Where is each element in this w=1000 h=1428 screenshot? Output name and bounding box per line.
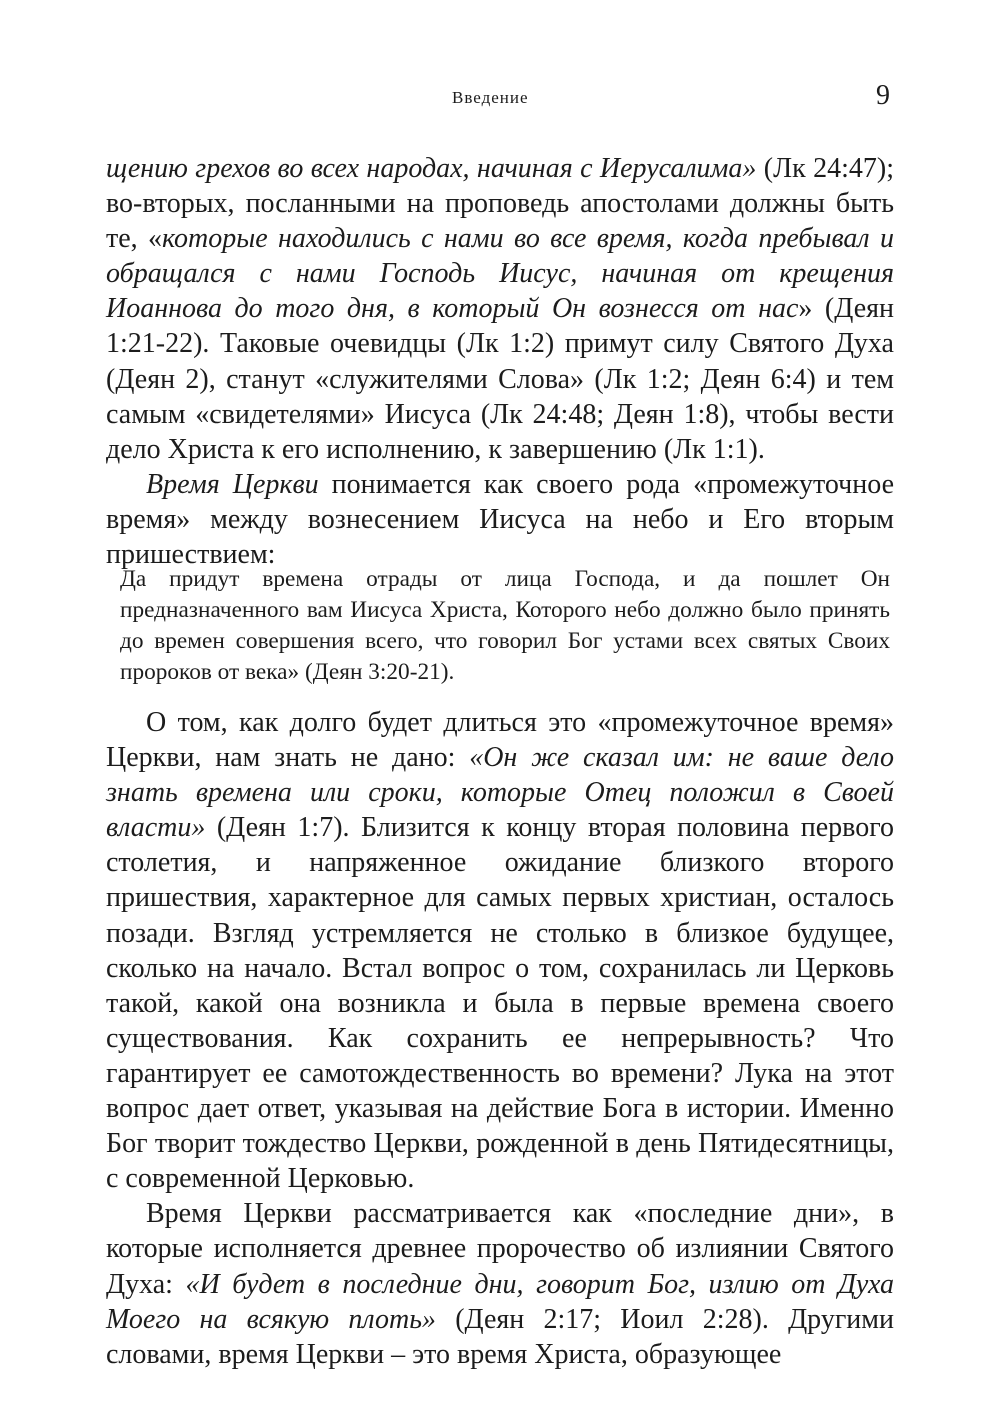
text-run: Время Церкви рассматривается как «последние дни», в которые исполняется древнее пророчество об излиянии Святого Духа: xyxy=(106,1198,894,1300)
page-number: 9 xyxy=(876,80,890,111)
italic-quote: которые находились с нами во все время, когда пребывал и обращался с нами Господь Иисус, начиная от крещения Иоаннова до того дня, в который Он вознесся от нас xyxy=(106,223,894,325)
text-run: (Деян 1:7). Близится к концу вторая половина первого столетия, и напряженное ожидание близкого второго пришествия, характерное для самых первых христиан, осталось позади. Взгляд устремляется не столько в близкое будущее, сколько на начало. Встал вопрос о том, сохранилась ли Церковь такой, какой она возникла и была в первые времена своего существования. Как сохранить ее непрерывность? Что гарантирует ее самотождественность во времени? Лука на этот вопрос дает ответ, указывая на действие Бога в истории. Именно Бог творит тождество Церкви, рожденной в день Пятидесятницы, с современной Церковью. xyxy=(106,812,894,1195)
italic-term: Время Церкви xyxy=(146,468,319,500)
text-run: О том, как долго будет длиться это «промежуточное время» Церкви, нам знать не дано: xyxy=(106,707,894,774)
text-run: (Лк 24:47); во-вторых, посланными на проповедь апостолами должны быть те, « xyxy=(106,153,894,255)
text-run: (Деян 2:17; Иоил 2:28). Другими словами, время Церкви – это время Христа, образующее xyxy=(106,1303,894,1370)
body-text-top xyxy=(106,151,894,572)
paragraph-2 xyxy=(106,467,894,572)
running-title: Введение xyxy=(452,88,529,107)
text-run: понимается как своего рода «промежуточное время» между вознесением Иисуса на небо и Его вторым пришествием: xyxy=(106,468,895,571)
text-run: » (Деян 1:21-22). Таковые очевидцы (Лк 1:2) примут силу Святого Духа (Деян 2), станут «служителями Слова» (Лк 1:2; Деян 6:4) и тем самым «свидетелями» Иисуса (Лк 24:48; Деян 1:8), чтобы вести дело Христа к его исполнению, к завершению (Лк 1:1). xyxy=(106,293,894,465)
body-text-bottom xyxy=(106,705,894,1372)
block-quote xyxy=(120,564,890,688)
italic-quote: «Он же сказал им: не ваше дело знать времена или сроки, которые Отец положил в Своей власти» xyxy=(106,742,894,844)
italic-quote: «И будет в последние дни, говорит Бог, излию от Духа Моего на всякую плоть» xyxy=(106,1268,894,1335)
paragraph-3 xyxy=(106,705,894,1196)
italic-quote: щению грехов во всех народах, начиная с Иерусалима» xyxy=(106,153,757,184)
quote-text: Да придут времена отрады от лица Господа, и да пошлет Он предназначенного вам Иисуса Христа, Которого небо должно было принять до времен совершения всего, что говорил Бог устами всех святых Своих пророков от века» (Деян 3:20-21). xyxy=(120,566,890,685)
paragraph-4 xyxy=(106,1196,894,1371)
paragraph-1 xyxy=(106,151,894,467)
